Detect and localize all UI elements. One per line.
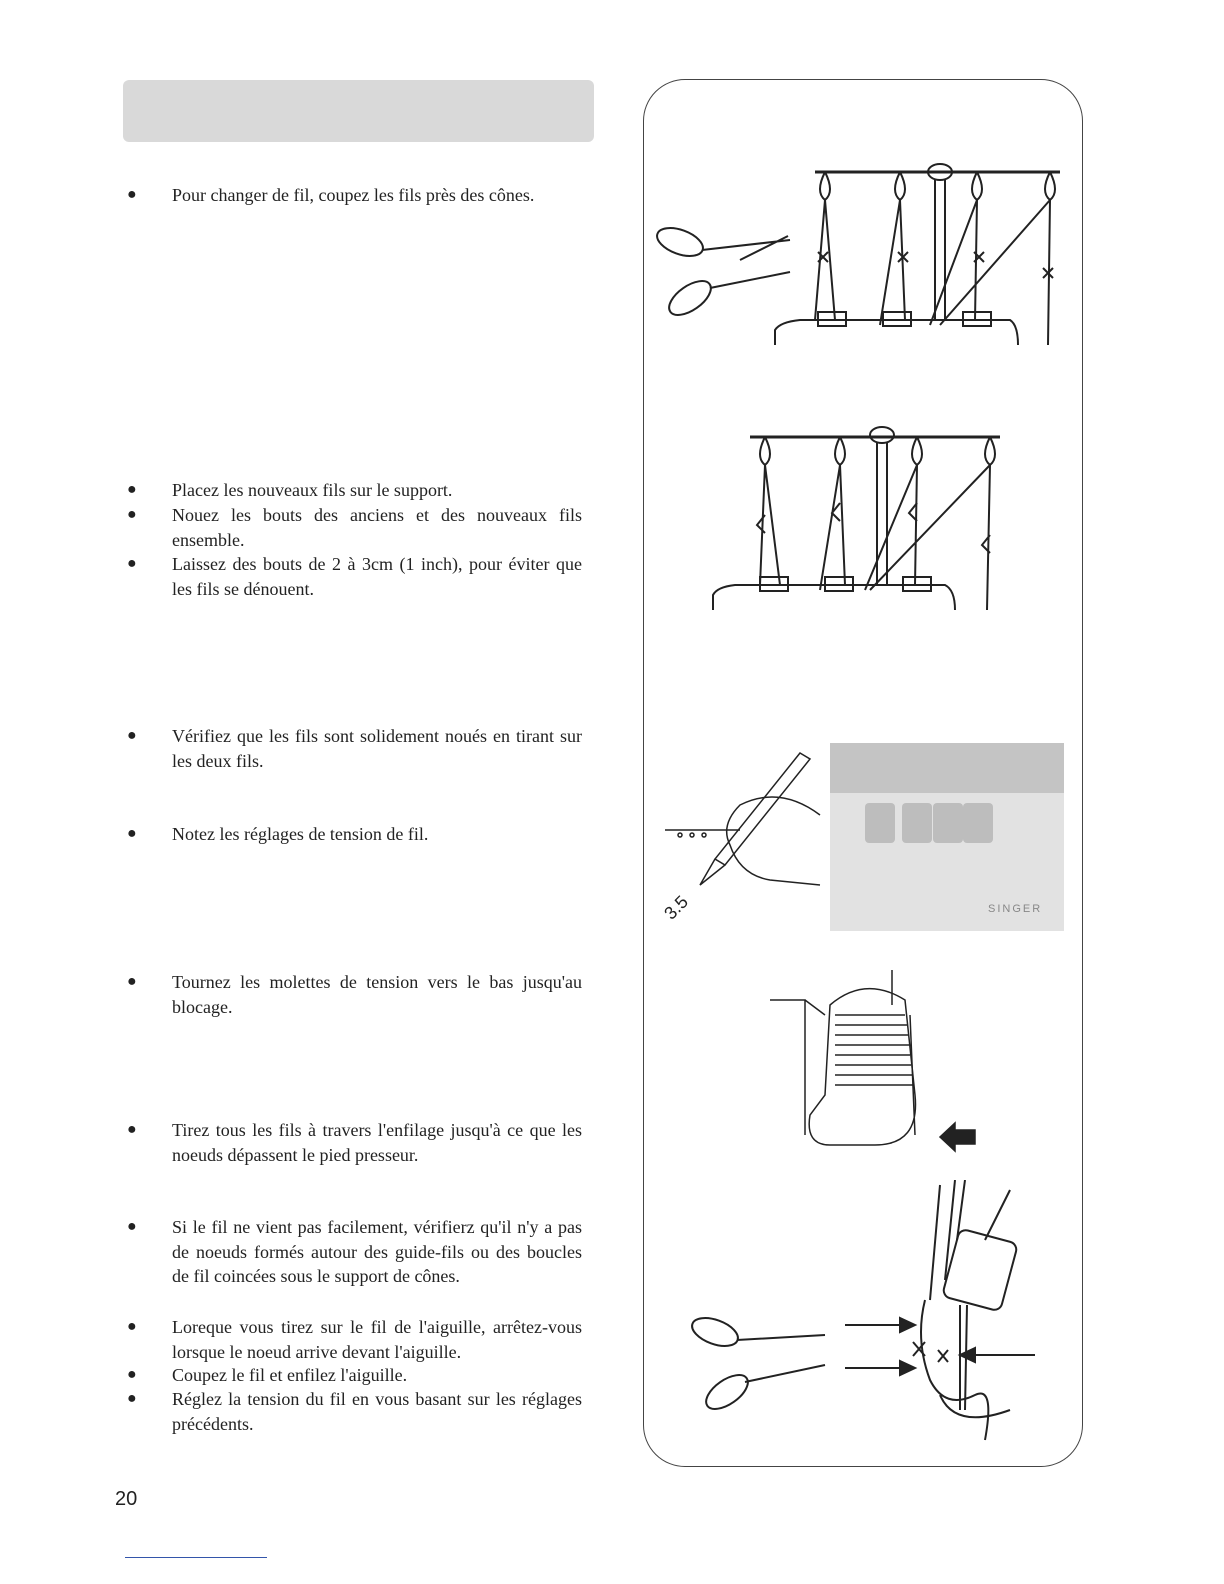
list-item: ● Notez les réglages de tension de fil.	[127, 824, 429, 844]
list-item: ● Nouez les bouts des anciens et des nouveaux fils ensemble.	[127, 505, 582, 550]
list-item: ● Pour changer de fil, coupez les fils près des cônes.	[127, 185, 535, 205]
cut-threads-illustration	[650, 160, 1070, 360]
list-item: ● Vérifiez que les fils sont solidement noués en tirant sur les deux fils.	[127, 726, 582, 771]
list-item: ● Coupez le fil et enfilez l'aiguille.	[127, 1365, 408, 1385]
pencil-note-illustration	[660, 745, 830, 925]
list-item: ● Réglez la tension du fil en vous basant sur les réglages précédents.	[127, 1389, 582, 1434]
tension-dials-photo	[830, 743, 1064, 931]
arrow-right-icon	[900, 1318, 915, 1332]
tension-dial	[865, 803, 895, 843]
list-item: ● Loreque vous tirez sur le fil de l'aiguille, arrêtez-vous lorsque le noeud arrive devant l'aiguille.	[127, 1317, 582, 1362]
list-item: ● Tournez les molettes de tension vers le bas jusqu'au blocage.	[127, 972, 582, 1017]
list-item: ● Placez les nouveaux fils sur le support.	[127, 480, 453, 500]
svg-text:3.5: 3.5	[660, 891, 692, 924]
scissors-icon	[653, 223, 790, 322]
list-item: ● Si le fil ne vient pas facilement, vérifierz qu'il n'y a pas de noeuds formés autour des guide-fils ou des boucles de fil coincées sous le support de cônes.	[127, 1217, 582, 1286]
arrow-left-icon	[960, 1348, 975, 1362]
thread-cone-illustration	[765, 965, 985, 1155]
tension-dial	[902, 803, 932, 843]
arrow-left-icon	[940, 1123, 975, 1151]
scissors-icon	[688, 1313, 825, 1416]
section-header-bar	[123, 80, 594, 142]
footer-rule	[125, 1557, 267, 1558]
list-item: ● Laissez des bouts de 2 à 3cm (1 inch), pour éviter que les fils se dénouent.	[127, 554, 582, 599]
brand-logo: SINGER	[988, 903, 1043, 915]
knotted-threads-illustration	[705, 425, 1015, 615]
needle-knot-illustration	[685, 1180, 1045, 1450]
tension-dial	[963, 803, 993, 843]
page-number: 20	[115, 1488, 138, 1510]
arrow-right-icon	[900, 1361, 915, 1375]
pencil-icon	[700, 753, 810, 885]
tension-dial	[933, 803, 963, 843]
list-item: ● Tirez tous les fils à travers l'enfilage jusqu'à ce que les noeuds dépassent le pied presseur.	[127, 1120, 582, 1165]
